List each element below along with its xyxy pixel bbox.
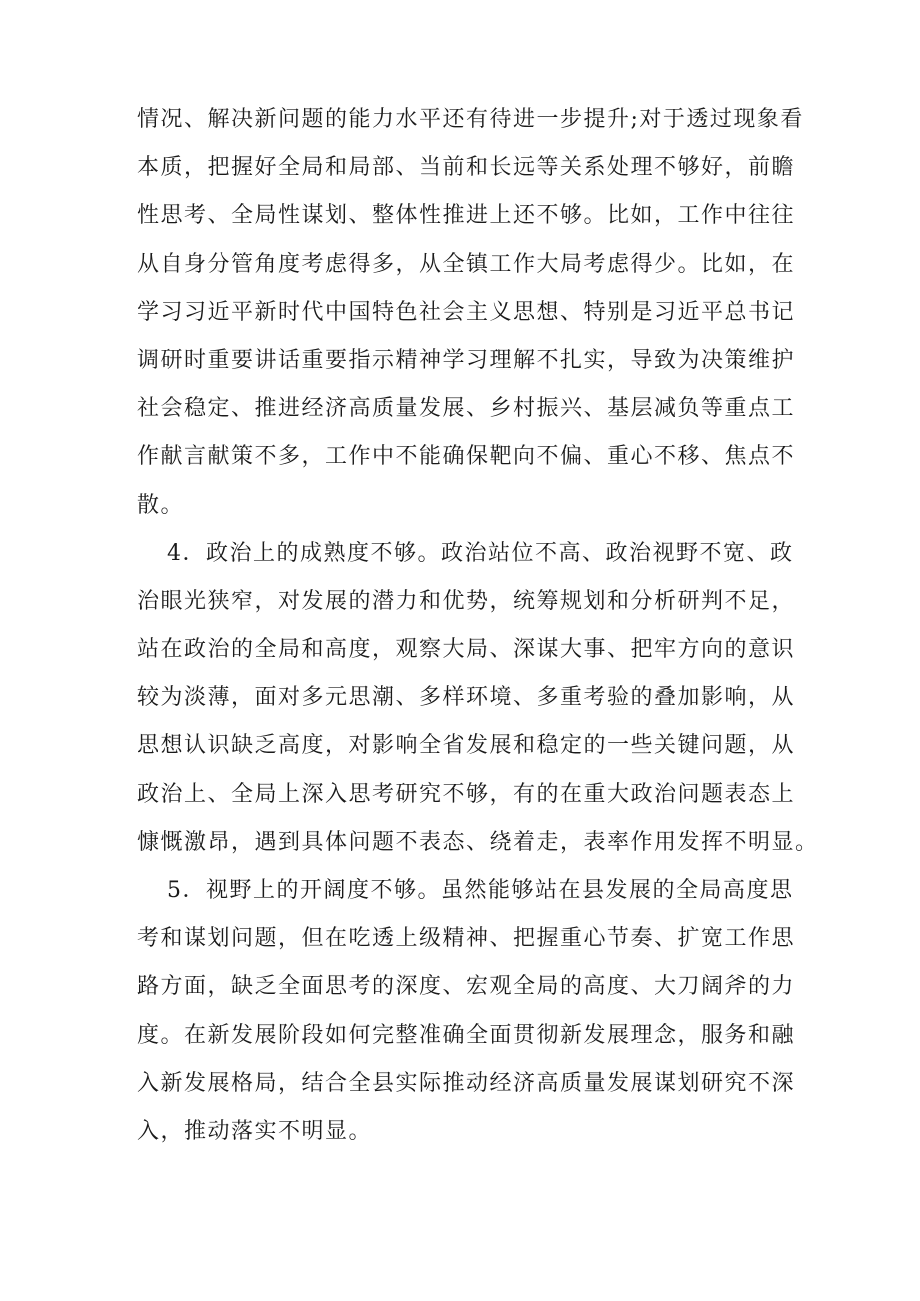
- text-line: 慷慨激昂，遇到具体问题不表态、绕着走，表率作用发挥不明显。: [137, 829, 819, 855]
- text-line: 学习习近平新时代中国特色社会主义思想、特别是习近平总书记: [137, 299, 796, 325]
- text-line: 社会稳定、推进经济高质量发展、乡村振兴、基层减负等重点工: [137, 396, 796, 422]
- text-line: 较为淡薄，面对多元思潮、多样环境、多重考验的叠加影响，从: [137, 685, 796, 711]
- paragraph-5: [137, 867, 797, 1156]
- paragraph-first-line: 4．政治上的成熟度不够。政治站位不高、政治视野不宽、政: [167, 540, 794, 566]
- text-line: 情况、解决新问题的能力水平还有待进一步提升;对于透过现象看: [137, 107, 804, 132]
- text-line: 入，推动落实不明显。: [137, 1118, 373, 1144]
- text-line: 从自身分管角度考虑得多，从全镇工作大局考虑得少。比如，在: [137, 251, 796, 277]
- text-line: 治眼光狭窄，对发展的潜力和优势，统筹规划和分析研判不足，: [137, 588, 796, 614]
- text-line: 路方面，缺乏全面思考的深度、宏观全局的高度、大刀阔斧的力: [137, 974, 796, 1000]
- text-line: 性思考、全局性谋划、整体性推进上还不够。比如，工作中往往: [137, 203, 796, 229]
- text-line: 作献言献策不多，工作中不能确保靶向不偏、重心不移、焦点不: [137, 444, 796, 470]
- text-line: 本质，把握好全局和局部、当前和长远等关系处理不够好，前瞻: [137, 155, 796, 181]
- paragraph-4: [137, 530, 819, 867]
- paragraph-3-continuation: [137, 96, 804, 530]
- text-line: 度。在新发展阶段如何完整准确全面贯彻新发展理念，服务和融: [137, 1022, 796, 1048]
- text-line: 散。: [137, 492, 185, 518]
- text-line: 思想认识缺乏高度，对影响全省发展和稳定的一些关键问题，从: [137, 733, 796, 759]
- text-line: 政治上、全局上深入思考研究不够，有的在重大政治问题表态上: [137, 781, 796, 807]
- text-line: 考和谋划问题，但在吃透上级精神、把握重心节奏、扩宽工作思: [137, 926, 796, 952]
- text-line: 入新发展格局，结合全县实际推动经济高质量发展谋划研究不深: [137, 1070, 796, 1096]
- text-line: 调研时重要讲话重要指示精神学习理解不扎实，导致为决策维护: [137, 347, 796, 373]
- text-line: 站在政治的全局和高度，观察大局、深谋大事、把牢方向的意识: [137, 637, 796, 663]
- paragraph-first-line: 5．视野上的开阔度不够。虽然能够站在县发展的全局高度思: [167, 878, 794, 903]
- document-body: [137, 96, 819, 1156]
